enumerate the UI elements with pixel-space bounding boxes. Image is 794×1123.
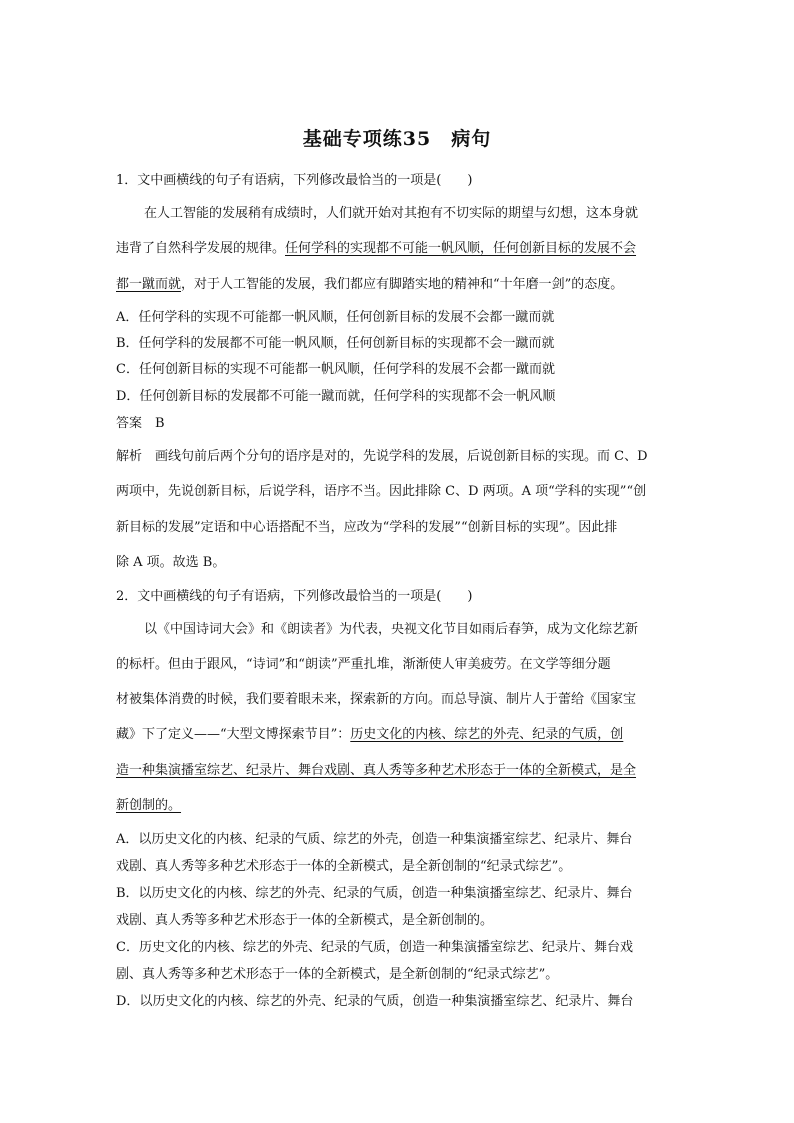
q1-underlined-sentence: 任何学科的实现都不可能一帆风顺，任何创新目标的发展不会 bbox=[285, 241, 637, 256]
q2-passage-text: 藏》下了定义——“大型文博探索节目”： bbox=[116, 727, 351, 742]
q1-option-c: C．任何创新目标的实现不可能都一帆风顺，任何学科的发展不会都一蹴而就 bbox=[116, 362, 555, 377]
q2-option-a-line-2: 戏剧、真人秀等多种艺术形态于一体的全新模式，是全新创制的“纪录式综艺”。 bbox=[116, 859, 572, 874]
q1-stem: 1．文中画横线的句子有语病，下列修改最恰当的一项是( ) bbox=[116, 173, 473, 188]
q2-passage-line-2: 的标杆。但由于跟风，“诗词”和“朗读”严重扎堆，渐渐使人审美疲劳。在文学等细分题 bbox=[116, 657, 611, 672]
q2-passage-line-5 bbox=[116, 762, 696, 780]
q1-passage-text: 违背了自然科学发展的规律。 bbox=[116, 241, 286, 256]
q1-passage-line-3 bbox=[116, 276, 696, 294]
q1-underlined-sentence-end: 都一蹴而就 bbox=[116, 277, 182, 292]
q1-analysis-line-3: 新目标的发展”定语和中心语搭配不当，应改为“学科的发展”“创新目标的实现”。因此排 bbox=[116, 520, 618, 535]
q1-passage-text-end: ，对于人工智能的发展，我们都应有脚踏实地的精神和“十年磨一剑”的态度。 bbox=[181, 277, 624, 292]
q1-answer: 答案 B bbox=[116, 416, 165, 431]
q1-passage-line-1: 在人工智能的发展稍有成绩时，人们就开始对其抱有不切实际的期望与幻想，这本身就 bbox=[144, 206, 639, 221]
q1-analysis-line-4: 除 A 项。故选 B。 bbox=[116, 555, 226, 570]
q2-option-c-line-1: C．历史文化的内核、综艺的外壳、纪录的气质，创造一种集演播室综艺、纪录片、舞台戏 bbox=[116, 940, 633, 955]
q2-underlined-sentence: 历史文化的内核、综艺的外壳、纪录的气质，创 bbox=[350, 727, 624, 742]
q1-option-a: A．任何学科的实现不可能都一帆风顺，任何创新目标的发展不会都一蹴而就 bbox=[116, 310, 555, 325]
q1-option-b: B．任何学科的发展都不可能一帆风顺，任何创新目标的实现都不会一蹴而就 bbox=[116, 336, 555, 351]
q2-stem: 2．文中画横线的句子有语病，下列修改最恰当的一项是( ) bbox=[116, 589, 473, 604]
q1-analysis-line-2: 两项中，先说创新目标，后说学科，语序不当。因此排除 C、D 两项。A 项“学科的实现”“创 bbox=[116, 484, 647, 499]
q2-passage-line-3: 材被集体消费的时候，我们要着眼未来，探索新的方向。而总导演、制片人于蕾给《国家宝 bbox=[116, 692, 637, 707]
q2-option-c-line-2: 剧、真人秀等多种艺术形态于一体的全新模式，是全新创制的“纪录式综艺”。 bbox=[116, 967, 559, 982]
q2-underlined-sentence-mid: 造一种集演播室综艺、纪录片、舞台戏剧、真人秀等多种艺术形态于一体的全新模式，是全 bbox=[116, 763, 637, 778]
q1-analysis-line-1: 解析 画线句前后两个分句的语序是对的，先说学科的发展，后说创新目标的实现。而 C、D bbox=[116, 449, 648, 464]
q2-option-b-line-2: 戏剧、真人秀等多种艺术形态于一体的全新模式，是全新创制的。 bbox=[116, 913, 494, 928]
q2-option-a-line-1: A．以历史文化的内核、纪录的气质、综艺的外壳，创造一种集演播室综艺、纪录片、舞台 bbox=[116, 832, 633, 847]
q2-passage-line-4 bbox=[116, 726, 696, 744]
q2-underlined-sentence-end: 新创制的。 bbox=[116, 798, 182, 813]
q1-passage-line-2 bbox=[116, 240, 696, 258]
q2-passage-line-6 bbox=[116, 797, 696, 815]
q2-option-b-line-1: B．以历史文化的内核、综艺的外壳、纪录的气质，创造一种集演播室综艺、纪录片、舞台 bbox=[116, 886, 633, 901]
q2-passage-line-1: 以《中国诗词大会》和《朗读者》为代表，央视文化节目如雨后春笋，成为文化综艺新 bbox=[144, 622, 639, 637]
q2-option-d-line-1: D．以历史文化的内核、综艺的外壳、纪录的气质，创造一种集演播室综艺、纪录片、舞台 bbox=[116, 994, 634, 1009]
q1-option-d: D．任何创新目标的发展都不可能一蹴而就，任何学科的实现都不会一帆风顺 bbox=[116, 389, 556, 404]
page-title: 基础专项练35 病句 bbox=[302, 128, 492, 150]
